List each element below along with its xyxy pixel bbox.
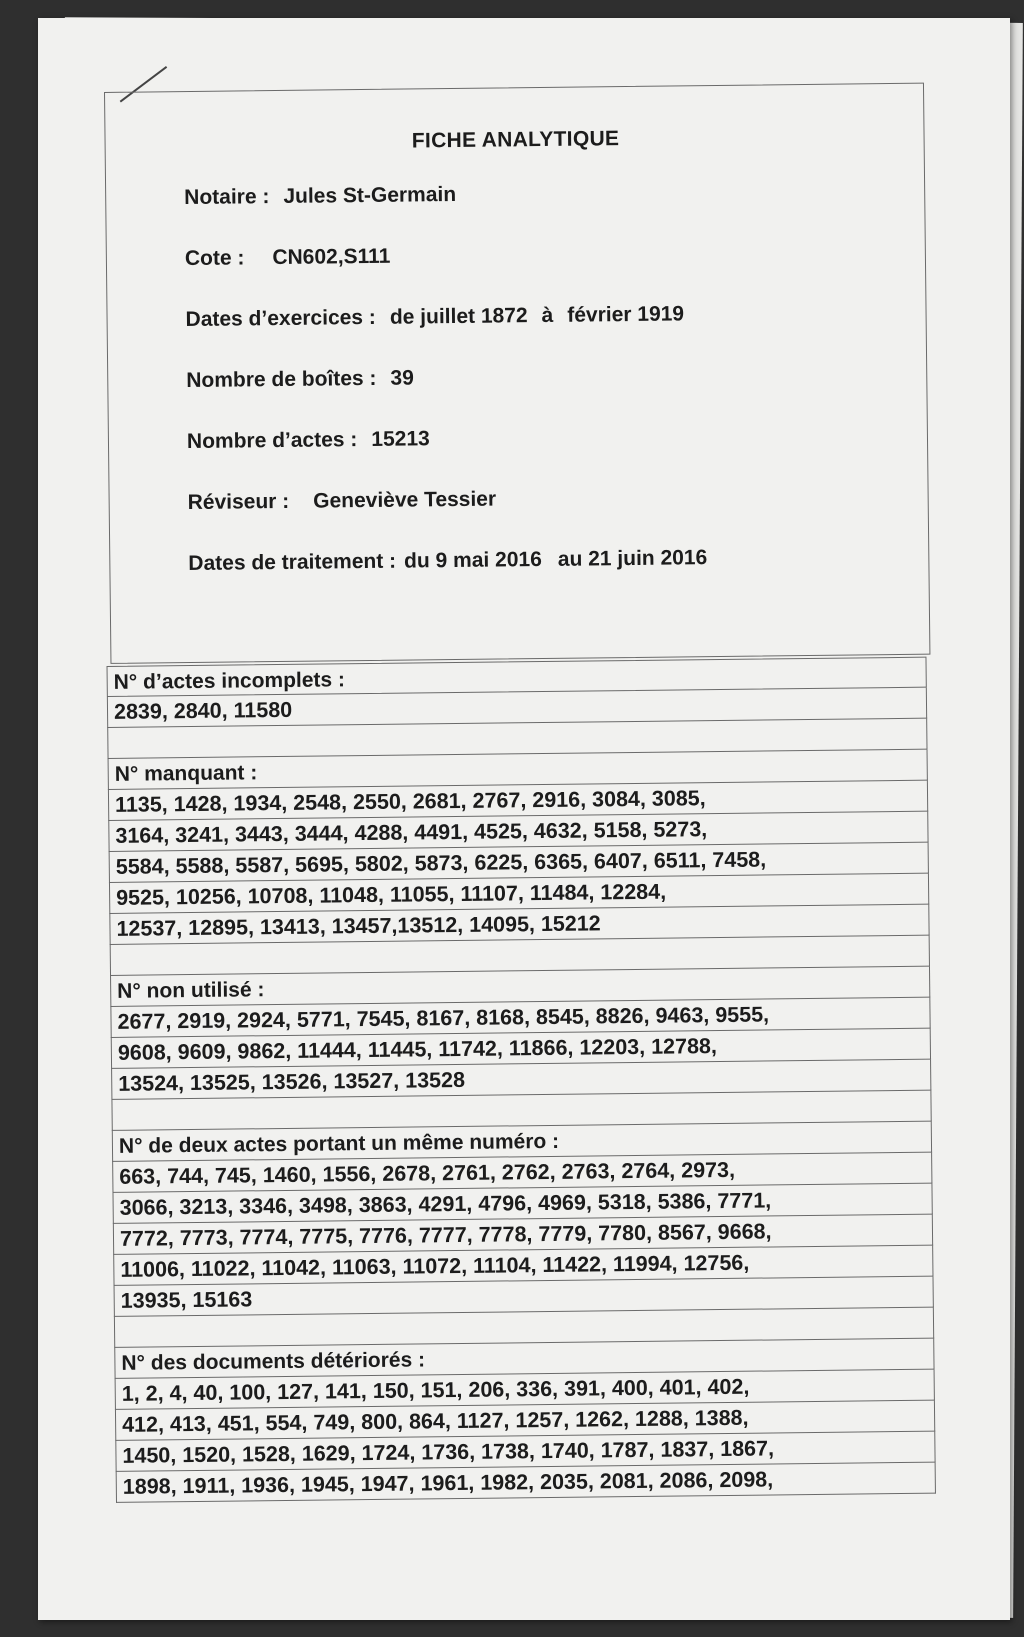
non-utilise-line: 13524, 13525, 13526, 13527, 13528 [111,1060,931,1100]
analytic-sheet [100,83,936,1537]
deteriores-line: 1898, 1911, 1936, 1945, 1947, 1961, 1982, 2035, 2081, 2086, 2098, [116,1463,936,1503]
page-title: FICHE ANALYTIQUE [411,127,620,153]
deux-actes-line: 11006, 11022, 11042, 11063, 11072, 11104, 11422, 11994, 12756, [113,1246,933,1286]
notaire-field [184,183,456,210]
dates-exercices-label: Dates d’exercices : [185,305,377,332]
actes-value: 15213 [371,427,430,451]
incomplets-line: 2839, 2840, 11580 [107,688,927,728]
traitement-field [188,546,707,576]
traitement-to: au 21 juin 2016 [557,546,708,571]
deteriores-line: 412, 413, 451, 554, 749, 800, 864, 1127, 1257, 1262, 1288, 1388, [115,1401,935,1441]
non-utilise-line: 9608, 9609, 9862, 11444, 11445, 11742, 11866, 12203, 12788, [111,1029,931,1069]
deux-actes-line: 13935, 15163 [114,1277,934,1317]
cote-field [185,245,391,271]
sections-table [107,657,936,1503]
manquant-line: 12537, 12895, 13413, 13457,13512, 14095, 15212 [109,905,929,945]
traitement-from: du 9 mai 2016 [403,548,542,573]
dates-exercices-to: février 1919 [567,302,685,327]
deteriores-line: 1, 2, 4, 40, 100, 127, 141, 150, 151, 206, 336, 391, 400, 401, 402, [115,1370,935,1410]
notaire-value: Jules St-Germain [283,182,457,208]
deux-actes-title: N° de deux actes portant un même numéro : [112,1122,932,1162]
cote-value: CN602,S111 [272,244,391,270]
deux-actes-line: 3066, 3213, 3346, 3498, 3863, 4291, 4796, 4969, 5318, 5386, 7771, [112,1184,932,1224]
deteriores-title: N° des documents détériorés : [114,1339,934,1379]
reviseur-field [188,488,497,515]
non-utilise-title: N° non utilisé : [110,967,930,1007]
actes-field [187,427,430,454]
manquant-line: 1135, 1428, 1934, 2548, 2550, 2681, 2767, 2916, 3084, 3085, [108,781,928,821]
incomplets-title: N° d’actes incomplets : [107,657,927,697]
non-utilise-line: 2677, 2919, 2924, 5771, 7545, 8167, 8168, 8545, 8826, 9463, 9555, [110,998,930,1038]
dates-exercices-from: de juillet 1872 [389,304,528,329]
notaire-label: Notaire : [184,185,270,210]
dates-exercices-sep: à [541,303,554,328]
header-frame [104,83,930,664]
manquant-line: 3164, 3241, 3443, 3444, 4288, 4491, 4525, 4632, 5158, 5273, [108,812,928,852]
deteriores-line: 1450, 1520, 1528, 1629, 1724, 1736, 1738, 1740, 1787, 1837, 1867, [115,1432,935,1472]
manquant-line: 5584, 5588, 5587, 5695, 5802, 5873, 6225, 6365, 6407, 6511, 7458, [109,843,929,883]
traitement-label: Dates de traitement : [188,549,397,576]
manquant-line: 9525, 10256, 10708, 11048, 11055, 11107, 11484, 12284, [109,874,929,914]
deux-actes-line: 7772, 7773, 7774, 7775, 7776, 7777, 7778, 7779, 7780, 8567, 9668, [113,1215,933,1255]
boites-field [186,366,414,393]
cote-label: Cote : [184,246,245,271]
manquant-title: N° manquant : [108,750,928,790]
boites-label: Nombre de boîtes : [186,366,377,393]
reviseur-value: Geneviève Tessier [313,487,497,513]
boites-value: 39 [390,366,414,390]
reviseur-label: Réviseur : [187,489,290,515]
deux-actes-line: 663, 744, 745, 1460, 1556, 2678, 2761, 2762, 2763, 2764, 2973, [112,1153,932,1193]
actes-label: Nombre d’actes : [186,428,358,454]
dates-exercices-field [185,302,684,332]
